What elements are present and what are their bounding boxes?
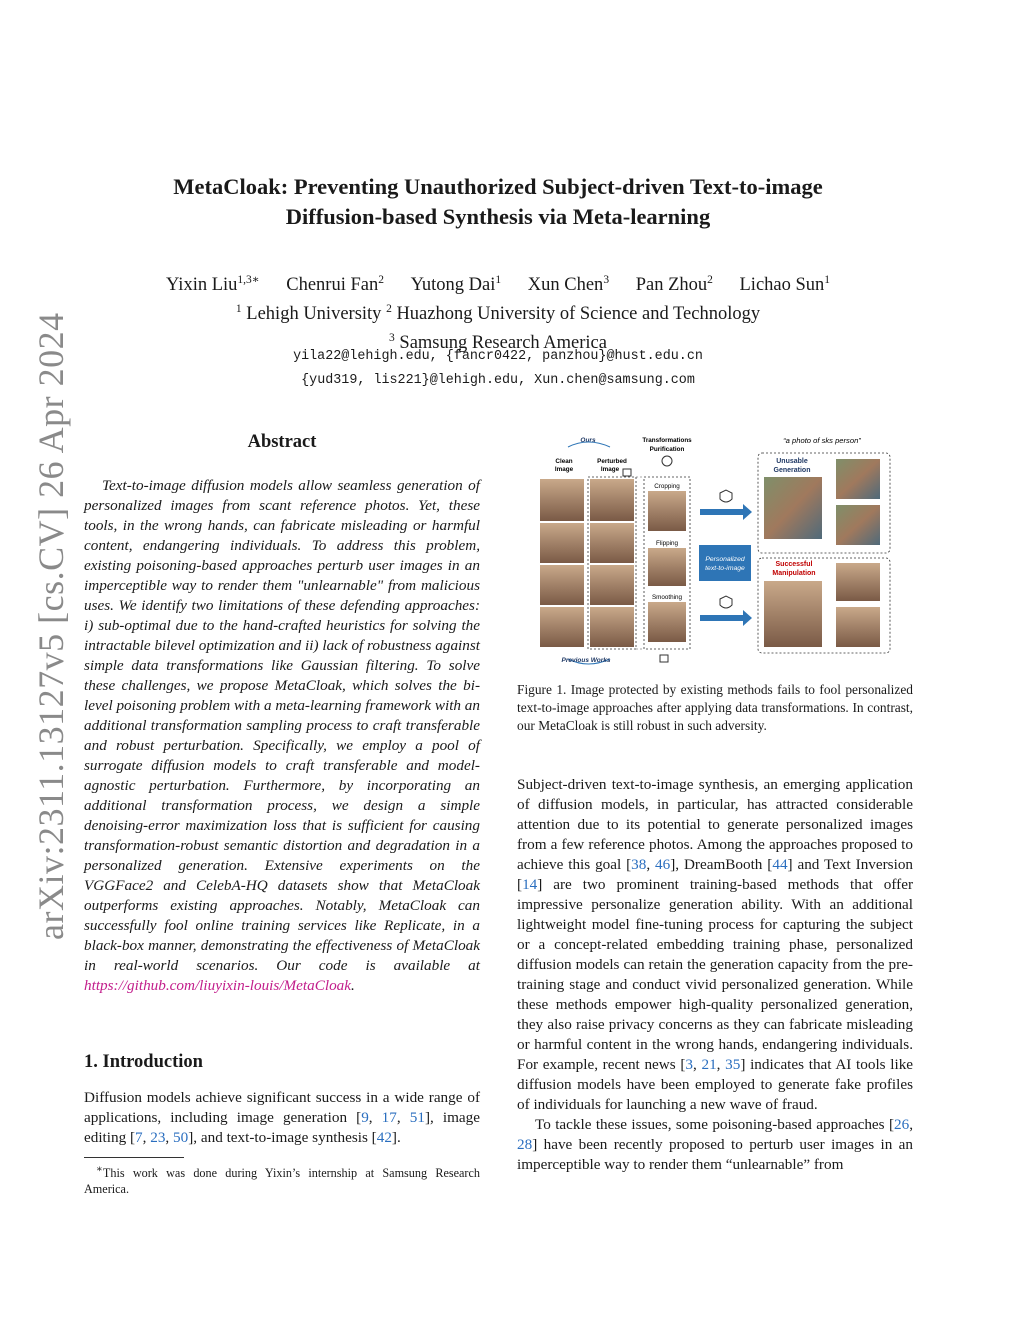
ours-label: Ours — [580, 437, 596, 444]
perturbed-image — [590, 479, 634, 521]
citation-link[interactable]: 26 — [894, 1116, 910, 1133]
personalized-label: Personalized text-to-image — [705, 556, 745, 572]
right-column-text — [517, 775, 913, 1175]
code-link[interactable]: https://github.com/liuyixin-louis/MetaCloak — [84, 977, 352, 994]
smoothing-label: Smoothing — [651, 594, 683, 601]
author: Chenrui Fan$^2$ — [286, 274, 384, 296]
email-line-2: {yud319, lis221}@lehigh.edu, Xun.chen@samsung.com — [301, 373, 695, 388]
citation-link[interactable]: 50 — [173, 1129, 189, 1146]
perturbed-image — [590, 607, 634, 647]
abstract-heading: Abstract — [247, 432, 317, 452]
citation-link[interactable]: 44 — [772, 856, 788, 873]
affiliation-line-2: $^3$ Samsung Research America — [389, 332, 607, 354]
paper-title — [100, 172, 896, 232]
citation-link[interactable]: 51 — [409, 1109, 425, 1126]
citation-link[interactable]: 9 — [361, 1109, 369, 1126]
arrow-top — [700, 504, 752, 520]
author-list — [100, 268, 896, 297]
paragraph: Subject-driven text-to-image synthesis, an emerging application of diffusion models, in particular, has attracted considerable attention due to its potential to generate personalized images from a few reference photos. Among the approaches proposed to achieve this goal [38, 46], DreamBooth [44] and Text Inversion [14] are two prominent training-based methods that offer impressive personalize generation ability. With an additional lightweight model fine-tuning process for capturing the subject or a concept-related embedding training phase, personalized diffusion models can retain the generation capacity from the pre-training stage and conduct vivid personalized generation. While these methods empower high-quality personalized generation, they also raise privacy concerns as they can fabricate misleading or harmful content in the wrong hands, endangering individuals. For example, recent news [3, 21, 35] indicates that AI tools like diffusion models have been employed to generate fake profiles of individuals for launching a new wave of fraud. — [517, 776, 914, 1113]
unusable-label: Unusable Generation — [773, 458, 811, 474]
intro-paragraph: Diffusion models achieve significant success in a wide range of applications, including image generation [9, 17, 51], image editing [7, 23, 50], and text-to-image synthesis [42]. — [84, 1089, 480, 1146]
section-heading-introduction: 1. Introduction — [84, 1052, 203, 1072]
author: Lichao Sun$^1$ — [739, 274, 831, 296]
unusable-image — [836, 505, 880, 545]
purification-icon — [662, 456, 672, 466]
cropping-label: Cropping — [654, 483, 680, 490]
title-line-2: Diffusion-based Synthesis via Meta-learning — [285, 204, 711, 229]
unlock-icon — [660, 655, 668, 662]
citation-link[interactable]: 14 — [522, 876, 538, 893]
perturbed-image — [590, 565, 634, 605]
figure-1 — [538, 433, 910, 665]
author: Pan Zhou$^2$ — [635, 274, 713, 296]
clean-image — [540, 523, 584, 563]
citation-link[interactable]: 35 — [725, 1056, 741, 1073]
unusable-image — [836, 459, 880, 499]
citation-link[interactable]: 7 — [135, 1129, 143, 1146]
author: Xun Chen$^3$ — [527, 274, 610, 296]
figure-caption: Figure 1. Image protected by existing methods fails to fool personalized text-to-image approaches after applying data transformations. In contrast, our MetaCloak is still robust in such adversity. — [517, 682, 913, 733]
arrow-bottom — [700, 610, 752, 626]
broken-shield-icon — [720, 596, 732, 608]
paragraph: To tackle these issues, some poisoning-based approaches [26, 28] have been recently proposed to perturb user images in an imperceptible way to render them “unlearnable” from — [517, 1116, 913, 1173]
abstract-body: Text-to-image diffusion models allow seamless generation of personalized images from scant reference photos. Yet, these tools, in the wrong hands, can fabricate misleading or harmful content, endangering individuals. To address this problem, existing poisoning-based approaches perturb user images in an imperceptible way to render them "unlearnable" from malicious uses. We identify two limitations of these defending approaches: i) sub-optimal due to the hand-crafted heuristics for solving the intractable bilevel optimization and ii) lack of robustness against simple data transformations like Gaussian filtering. To solve these challenges, we propose MetaCloak, which solves the bi-level poisoning problem with a meta-learning framework with an additional transformation sampling process to craft transferable and robust perturbation. Specifically, we employ a pool of surrogate diffusion models to craft transferable and model-agnostic perturbation. Furthermore, by incorporating an additional transformation process, we design a simple denoising-error maximization loss that is sufficient for causing transformation-robust semantic distortion and degradation in a personalized generation. Extensive experiments on the VGGFace2 and CelebA-HQ datasets show that MetaCloak outperforms existing approaches. Notably, MetaCloak can successfully fool online training services like Replicate, in a black-box manner, demonstrating the effectiveness of MetaCloak in real-world scenarios. Our code is available at https://github.com/liuyixin-louis/MetaCloak. — [84, 477, 480, 994]
citation-link[interactable]: 38 — [631, 856, 647, 873]
citation-link[interactable]: 46 — [655, 856, 671, 873]
success-label: Successful Manipulation — [772, 561, 816, 577]
perturbed-image — [590, 523, 634, 563]
citation-link[interactable]: 42 — [376, 1129, 392, 1146]
unusable-image — [764, 477, 822, 539]
prompt-label: “a photo of sks person” — [783, 436, 861, 445]
affiliation-line-1: $^1$ Lehigh University $^2$ Huazhong University of Science and Technology — [235, 303, 761, 325]
email-line-1: yila22@lehigh.edu, {fancr0422, panzhou}@hust.edu.cn — [293, 349, 703, 364]
clean-image-label: Clean Image — [554, 458, 574, 473]
perturbed-image-label: Perturbed Image — [597, 458, 627, 473]
footnote: ∗This work was done during Yixin’s internship at Samsung Research America. — [84, 1164, 480, 1197]
author: Yixin Liu$^{1,3∗}$ — [165, 274, 260, 296]
author-block — [100, 268, 896, 355]
citation-link[interactable]: 28 — [517, 1136, 533, 1153]
citation-link[interactable]: 23 — [150, 1129, 166, 1146]
cropped-image — [648, 491, 686, 531]
citation-link[interactable]: 17 — [381, 1109, 397, 1126]
manipulated-image — [764, 581, 822, 647]
title-line-1: MetaCloak: Preventing Unauthorized Subject-driven Text-to-image — [173, 174, 823, 199]
author: Yutong Dai$^1$ — [410, 274, 502, 296]
smoothed-image — [648, 602, 686, 642]
shield-icon — [720, 490, 732, 502]
transformations-label: Transformations Purification — [642, 437, 692, 453]
lock-icon — [623, 469, 631, 476]
flipping-label: Flipping — [655, 540, 679, 547]
citation-link[interactable]: 21 — [701, 1056, 717, 1073]
manipulated-image — [836, 563, 880, 601]
clean-image — [540, 607, 584, 647]
clean-image — [540, 479, 584, 521]
manipulated-image — [836, 607, 880, 647]
flipped-image — [648, 548, 686, 586]
arxiv-stamp: arXiv:2311.13127v5 [cs.CV] 26 Apr 2024 — [31, 312, 71, 940]
email-block — [100, 345, 896, 393]
footnote-rule — [84, 1157, 184, 1158]
personalized-model-box — [699, 545, 751, 581]
previous-works-label: Previous Works — [561, 657, 611, 664]
clean-image — [540, 565, 584, 605]
citation-link[interactable]: 3 — [685, 1056, 693, 1073]
